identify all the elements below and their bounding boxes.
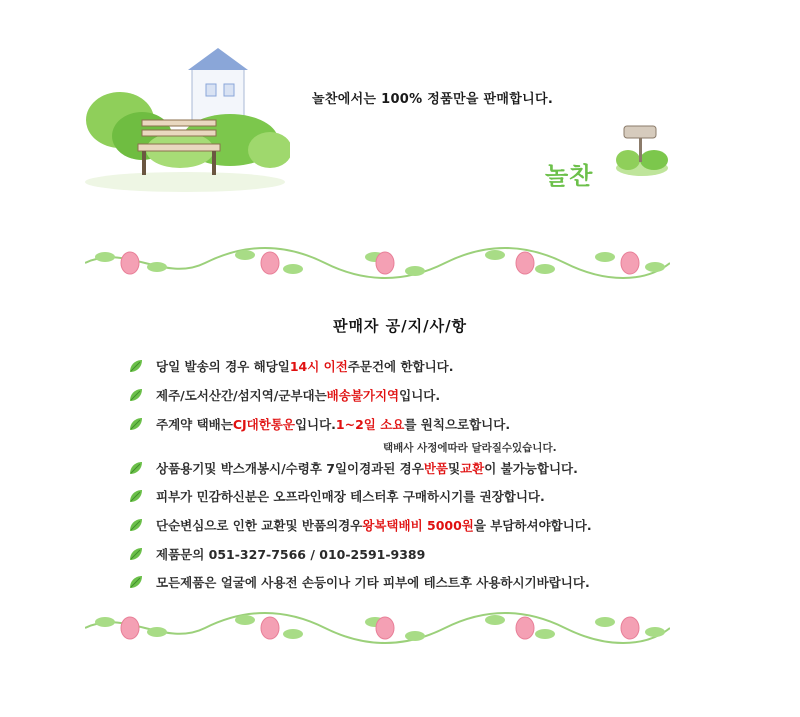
brand-logo: 놀찬 <box>545 162 594 190</box>
header-tagline: 놀찬에서는 100% 정품만을 판매합니다. <box>312 92 554 107</box>
leaf-icon <box>128 387 144 403</box>
notice-title: 판매자 공/지/사/항 <box>332 317 468 335</box>
list-item: 모든제품은 얼굴에 사용전 손등이나 기타 피부에 테스트후 사용하시기바랍니다. <box>128 572 590 592</box>
leaf-icon <box>128 574 144 590</box>
leaf-icon <box>128 517 144 533</box>
leaf-icon <box>128 546 144 562</box>
flower-vine-divider-top <box>85 237 670 289</box>
list-item: 상품용기및 박스개봉시/수령후 7일이경과된 경우 반품 및 교환 이 불가능합니다. <box>128 458 578 478</box>
leaf-icon <box>128 488 144 504</box>
flower-vine-divider-bottom <box>85 602 670 654</box>
list-item: 주계약 택배는 CJ대한통운 입니다. 1~2일 소요 를 원칙으로합니다. <box>128 414 510 434</box>
leaf-icon <box>128 358 144 374</box>
list-item: 당일 발송의 경우 해당일 14시 이전 주문건에 한합니다. <box>128 356 454 376</box>
header-banner <box>0 0 800 215</box>
list-item: 단순변심으로 인한 교환및 반품의경우 왕복택배비 5000원 을 부담하셔야합니다. <box>128 515 592 535</box>
delivery-subnote: 택배사 사정에따라 달라질수있습니다. <box>383 442 557 454</box>
signpost-illustration <box>612 118 672 178</box>
garden-illustration <box>80 40 290 200</box>
list-item: 피부가 민감하신분은 오프라인매장 테스터후 구매하시기를 권장합니다. <box>128 486 545 506</box>
leaf-icon <box>128 416 144 432</box>
list-item: 제주/도서산간/섬지역/군부대는 배송불가지역 입니다. <box>128 385 440 405</box>
leaf-icon <box>128 460 144 476</box>
list-item: 제품문의 051-327-7566 / 010-2591-9389 <box>128 544 425 564</box>
